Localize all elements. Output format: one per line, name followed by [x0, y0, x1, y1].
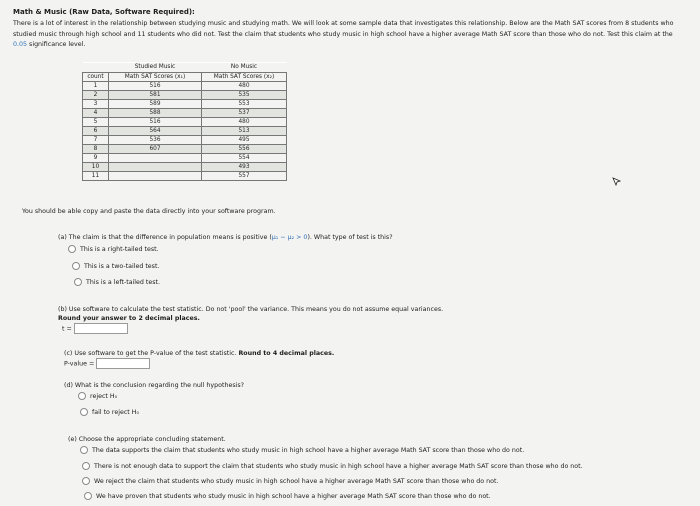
count-cell: 4 — [83, 109, 109, 118]
no-music-score-cell: 480 — [202, 82, 287, 91]
question-b-text: (b) Use software to calculate the test statistic. Do not 'pool' the variance. This means you do not assume equal variances. — [58, 306, 444, 313]
option-a-right-tailed[interactable] — [68, 245, 159, 253]
t-statistic-input[interactable] — [74, 323, 128, 334]
music-score-cell: 607 — [109, 145, 202, 154]
option-label: This is a two-tailed test. — [84, 262, 160, 270]
no-music-score-cell: 553 — [202, 100, 287, 109]
group1-label: Studied Music — [109, 63, 202, 73]
no-music-score-cell: 557 — [202, 172, 287, 181]
count-cell: 11 — [83, 172, 109, 181]
radio-button[interactable] — [74, 278, 82, 286]
question-c — [64, 350, 334, 357]
table-row — [83, 109, 287, 118]
count-cell: 10 — [83, 163, 109, 172]
no-music-score-cell: 513 — [202, 127, 287, 136]
t-label: t = — [62, 325, 72, 333]
table-row — [83, 100, 287, 109]
music-score-cell: 516 — [109, 82, 202, 91]
table-group-header-row — [83, 63, 287, 73]
no-music-score-cell: 535 — [202, 91, 287, 100]
radio-button[interactable] — [82, 462, 90, 470]
radio-button[interactable] — [72, 262, 80, 270]
radio-button[interactable] — [68, 245, 76, 253]
intro-text: There is a lot of interest in the relationship between studying music and studying math. We will look at some sample data that investigates this relationship. Below are the Math SAT scores from 8 students who studied music through high school and 11 students who did not. Test the claim that students who study music in high school have a higher average Math SAT score than those who do not. Test this claim at the — [13, 20, 674, 38]
option-d-fail-to-reject[interactable] — [80, 408, 139, 416]
no-music-score-cell: 495 — [202, 136, 287, 145]
count-cell: 5 — [83, 118, 109, 127]
question-a-math: μ₁ − μ₂ > 0 — [271, 234, 308, 241]
option-label: We reject the claim that students who study music in high school have a higher average Math SAT score than those who do not. — [94, 477, 499, 485]
question-e-text: (e) Choose the appropriate concluding statement. — [68, 436, 226, 443]
table-row — [83, 163, 287, 172]
p-value-input[interactable] — [96, 358, 150, 369]
option-a-left-tailed[interactable] — [74, 278, 160, 286]
table-row — [83, 82, 287, 91]
music-score-cell — [109, 154, 202, 163]
group2-label: No Music — [202, 63, 287, 73]
option-e-3[interactable] — [82, 477, 498, 485]
count-cell: 2 — [83, 91, 109, 100]
music-score-cell: 581 — [109, 91, 202, 100]
copy-note: You should be able copy and paste the data directly into your software program. — [22, 208, 276, 215]
option-a-two-tailed[interactable] — [72, 262, 159, 270]
table-header-row — [83, 73, 287, 82]
option-label: fail to reject H₀ — [92, 408, 140, 416]
question-d-text: (d) What is the conclusion regarding the null hypothesis? — [64, 382, 244, 389]
count-cell: 1 — [83, 82, 109, 91]
radio-button[interactable] — [80, 408, 88, 416]
radio-button[interactable] — [84, 492, 92, 500]
radio-button[interactable] — [80, 446, 88, 454]
mouse-cursor-icon — [612, 177, 621, 186]
option-e-2[interactable] — [82, 462, 583, 470]
count-cell: 6 — [83, 127, 109, 136]
table-row — [83, 172, 287, 181]
table-row — [83, 136, 287, 145]
table-row — [83, 91, 287, 100]
p-value-label: P-value = — [64, 360, 95, 368]
table-row — [83, 127, 287, 136]
option-label: This is a right-tailed test. — [80, 245, 159, 253]
count-cell: 7 — [83, 136, 109, 145]
no-music-score-cell: 554 — [202, 154, 287, 163]
option-d-reject[interactable] — [78, 392, 117, 400]
music-score-cell — [109, 163, 202, 172]
radio-button[interactable] — [82, 477, 90, 485]
option-label: The data supports the claim that students who study music in high school have a higher average Math SAT score than those who do not. — [92, 446, 525, 454]
table-body — [83, 82, 287, 181]
option-label: There is not enough data to support the claim that students who study music in high school have a higher average Math SAT score than those who do not. — [94, 462, 583, 470]
no-music-score-cell: 493 — [202, 163, 287, 172]
music-score-cell: 564 — [109, 127, 202, 136]
no-music-score-cell: 537 — [202, 109, 287, 118]
question-a-text: (a) The claim is that the difference in population means is positive ( — [58, 234, 272, 241]
table-row — [83, 154, 287, 163]
question-a-text-end: ). What type of test is this? — [307, 234, 393, 241]
col1-header: Math SAT Scores (x₁) — [109, 73, 202, 82]
music-score-cell: 589 — [109, 100, 202, 109]
radio-button[interactable] — [78, 392, 86, 400]
significance-level: 0.05 — [13, 41, 28, 48]
option-e-1[interactable] — [80, 446, 524, 454]
count-cell: 9 — [83, 154, 109, 163]
music-score-cell: 516 — [109, 118, 202, 127]
option-label: This is a left-tailed test. — [86, 278, 161, 286]
option-label: We have proven that students who study music in high school have a higher average Math SAT score than those who do not. — [96, 492, 491, 500]
question-b-answer — [62, 323, 128, 334]
data-table — [82, 62, 287, 181]
intro-text-end: significance level. — [27, 41, 86, 48]
option-label: reject H₀ — [90, 392, 118, 400]
no-music-score-cell: 556 — [202, 145, 287, 154]
count-header: count — [83, 73, 109, 82]
music-score-cell: 536 — [109, 136, 202, 145]
problem-title: Math & Music (Raw Data, Software Required): — [13, 8, 195, 16]
question-c-round: Round to 4 decimal places. — [238, 350, 335, 357]
question-b-round: Round your answer to 2 decimal places. — [58, 315, 200, 322]
col2-header: Math SAT Scores (x₂) — [202, 73, 287, 82]
option-e-4[interactable] — [84, 492, 491, 500]
no-music-score-cell: 480 — [202, 118, 287, 127]
count-cell: 8 — [83, 145, 109, 154]
question-c-answer — [64, 358, 150, 369]
question-a — [58, 234, 393, 241]
music-score-cell — [109, 172, 202, 181]
question-c-text: (c) Use software to get the P-value of the test statistic. — [64, 350, 239, 357]
count-cell: 3 — [83, 100, 109, 109]
music-score-cell: 588 — [109, 109, 202, 118]
problem-intro — [13, 19, 683, 51]
table-row — [83, 145, 287, 154]
table-row — [83, 118, 287, 127]
